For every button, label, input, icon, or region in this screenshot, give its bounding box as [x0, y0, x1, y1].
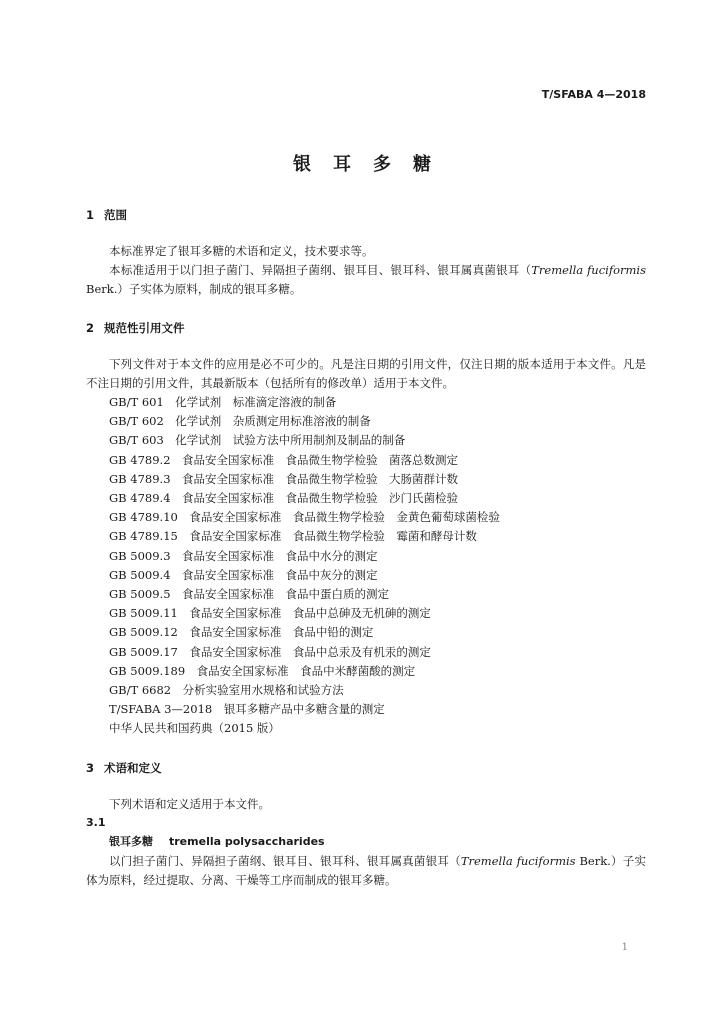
- reference-item: GB 5009.4 食品安全国家标准 食品中灰分的测定: [109, 567, 378, 582]
- text-run: Berk.）子实体为原料，经过提取、分离、干燥等工序而制成的银耳多糖。: [86, 853, 647, 887]
- document-code: T/SFABA 4—2018: [541, 88, 646, 101]
- reference-item: GB 5009.11 食品安全国家标准 食品中总砷及无机砷的测定: [109, 606, 431, 621]
- reference-item: 中华人民共和国药典（2015 版）: [109, 721, 280, 736]
- section-number: 1: [86, 208, 95, 222]
- latin-name: Tremella fuciformis: [460, 853, 576, 868]
- paragraph: 下列术语和定义适用于本文件。: [109, 796, 270, 811]
- term-entry: [86, 832, 646, 852]
- reference-item: GB 5009.12 食品安全国家标准 食品中铅的测定: [109, 625, 374, 640]
- section-title: 范围: [104, 208, 127, 222]
- reference-item: GB/T 6682 分析实验室用水规格和试验方法: [109, 683, 344, 698]
- reference-item: GB 4789.15 食品安全国家标准 食品微生物学检验 霉菌和酵母计数: [109, 529, 477, 544]
- latin-name: Tremella fuciformis: [531, 263, 646, 277]
- reference-item: GB 5009.5 食品安全国家标准 食品中蛋白质的测定: [109, 587, 390, 602]
- section-2-heading: [86, 319, 646, 337]
- reference-item: GB/T 602 化学试剂 杂质测定用标准溶液的制备: [109, 414, 371, 429]
- reference-item: GB 4789.3 食品安全国家标准 食品微生物学检验 大肠菌群计数: [109, 471, 459, 486]
- reference-item: GB/T 601 化学试剂 标准滴定溶液的制备: [109, 395, 337, 409]
- page-title: 银耳多糖: [293, 154, 453, 175]
- reference-list: [86, 393, 646, 739]
- reference-item: GB 5009.17 食品安全国家标准 食品中总汞及有机汞的测定: [109, 644, 431, 659]
- reference-item: GB 4789.4 食品安全国家标准 食品微生物学检验 沙门氏菌检验: [109, 491, 459, 506]
- reference-item: GB 5009.3 食品安全国家标准 食品中水分的测定: [109, 548, 378, 563]
- term-english: tremella polysaccharides: [169, 834, 325, 848]
- reference-item: GB/T 603 化学试剂 试验方法中所用制剂及制品的制备: [109, 433, 406, 448]
- section-title: 术语和定义: [104, 760, 162, 775]
- section-title: 规范性引用文件: [104, 321, 185, 335]
- paragraph: 下列文件对于本文件的应用是必不可少的。凡是注日期的引用文件，仅注日期的版本适用于本文件。凡是不注日期的引用文件，其最新版本（包括所有的修改单）适用于本文件。: [86, 357, 646, 390]
- section-1-heading: [86, 206, 646, 224]
- section-3-heading: [86, 759, 646, 777]
- reference-item: GB 4789.10 食品安全国家标准 食品微生物学检验 金黄色葡萄球菌检验: [109, 510, 500, 525]
- reference-item: GB 4789.2 食品安全国家标准 食品微生物学检验 菌落总数测定: [109, 452, 459, 467]
- term-chinese: 银耳多糖: [109, 834, 153, 848]
- text-run: 本标准适用于以门担子菌门、异隔担子菌纲、银耳目、银耳科、银耳属真菌银耳（: [109, 263, 532, 277]
- section-number: 3: [86, 760, 95, 775]
- reference-item: GB 5009.189 食品安全国家标准 食品中米酵菌酸的测定: [109, 663, 416, 678]
- text-run: Berk.）子实体为原料，制成的银耳多糖。: [86, 282, 302, 296]
- page-number: 1: [621, 942, 628, 953]
- section-number: 2: [86, 321, 95, 335]
- definition-paragraph: [86, 852, 646, 890]
- text-run: 以门担子菌门、异隔担子菌纲、银耳目、银耳科、银耳属真菌银耳（: [109, 853, 461, 868]
- paragraph: [86, 261, 646, 299]
- reference-item: T/SFABA 3—2018 银耳多糖产品中多糖含量的测定: [109, 702, 385, 717]
- subsection-number: 3.1: [86, 815, 106, 829]
- document-body: [86, 206, 646, 890]
- paragraph: 本标准界定了银耳多糖的术语和定义，技术要求等。: [109, 244, 374, 258]
